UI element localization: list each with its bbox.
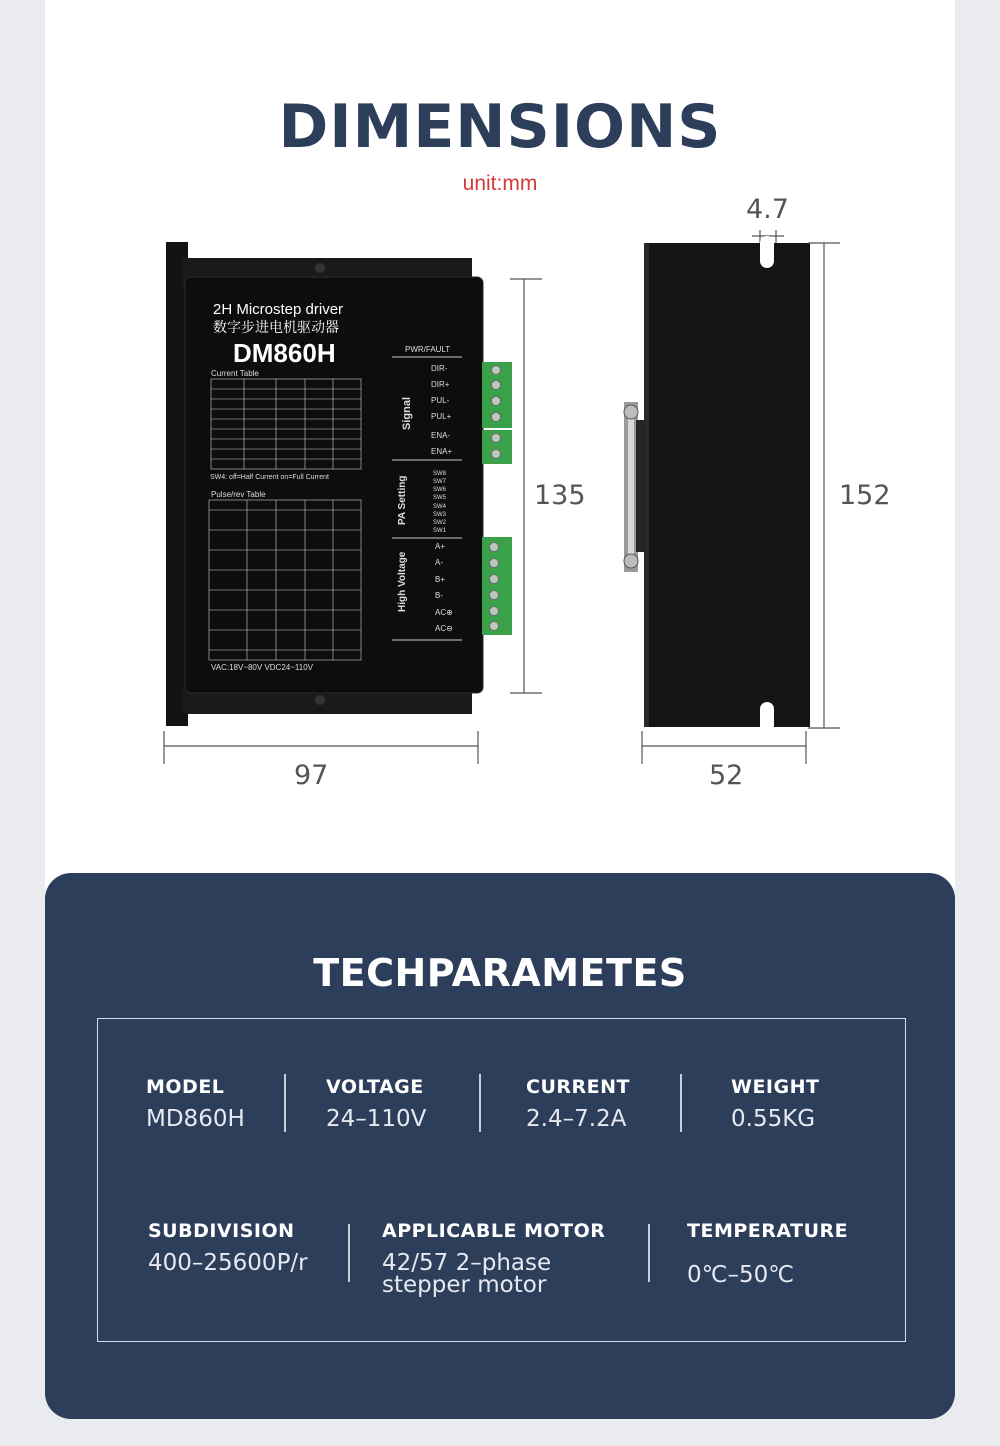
param-divider (284, 1074, 286, 1132)
svg-text:ENA+: ENA+ (431, 447, 453, 456)
param-motor-label: APPLICABLE MOTOR (382, 1220, 606, 1242)
unit-label: unit:mm (462, 172, 538, 195)
param-divider (680, 1074, 682, 1132)
pwr-fault-label: PWR/FAULT (405, 345, 451, 354)
param-model-value: MD860H (146, 1106, 245, 1132)
pa-setting-label: PA Setting (397, 475, 408, 525)
driver-chinese-name: 数字步进电机驱动器 (213, 319, 339, 335)
param-weight (731, 1076, 819, 1130)
param-divider (648, 1224, 650, 1282)
svg-text:ENA-: ENA- (431, 431, 451, 440)
side-width-label: 52 (709, 760, 744, 791)
high-voltage-label: High Voltage (397, 551, 408, 612)
param-current-value: 2.4–7.2A (526, 1106, 627, 1132)
current-table-title: Current Table (211, 369, 259, 378)
param-divider (348, 1224, 350, 1282)
tech-parameters-title: TECHPARAMETES (313, 951, 687, 995)
front-height-label: 135 (534, 480, 586, 511)
front-width-label: 97 (294, 760, 329, 791)
param-model-label: MODEL (146, 1076, 225, 1098)
param-current-label: CURRENT (526, 1076, 630, 1098)
param-motor-value-line2: stepper motor (382, 1272, 547, 1298)
param-subdivision-label: SUBDIVISION (148, 1220, 295, 1242)
sw4-note: SW4: off=Half Current on=Full Current (210, 474, 329, 481)
svg-text:A+: A+ (435, 542, 446, 551)
param-subdivision (148, 1220, 308, 1274)
svg-text:AC⊕: AC⊕ (435, 608, 453, 617)
svg-text:PUL+: PUL+ (431, 412, 452, 421)
svg-text:SW4: SW4 (433, 504, 447, 510)
voltage-note: VAC:18V~80V VDC24~110V (211, 663, 313, 672)
side-height-dimension-line (808, 243, 840, 728)
param-divider (479, 1074, 481, 1132)
svg-text:SW2: SW2 (433, 520, 447, 526)
param-motor-value-line1: 42/57 2–phase (382, 1250, 552, 1276)
param-voltage (326, 1076, 426, 1130)
driver-model-label: DM860H (233, 338, 336, 368)
svg-text:SW1: SW1 (433, 528, 447, 534)
driver-subtitle: 2H Microstep driver (213, 301, 344, 318)
driver-side-view (610, 225, 850, 770)
param-temperature (687, 1220, 848, 1286)
param-voltage-value: 24–110V (326, 1106, 427, 1132)
svg-text:SW3: SW3 (433, 512, 447, 518)
svg-text:SW8: SW8 (433, 471, 447, 477)
param-model (146, 1076, 245, 1130)
power-terminal-block (482, 537, 512, 635)
svg-text:SW5: SW5 (433, 495, 447, 501)
param-weight-label: WEIGHT (731, 1076, 820, 1098)
param-voltage-label: VOLTAGE (326, 1076, 424, 1098)
svg-text:SW7: SW7 (433, 479, 447, 485)
signal-label: Signal (401, 396, 413, 430)
svg-text:DIR+: DIR+ (431, 380, 450, 389)
param-current (526, 1076, 630, 1130)
svg-text:B-: B- (435, 591, 443, 600)
din-rail-clip (624, 402, 646, 572)
svg-text:SW6: SW6 (433, 487, 447, 493)
driver-front-view (160, 235, 560, 775)
param-temperature-label: TEMPERATURE (687, 1220, 849, 1242)
svg-text:DIR-: DIR- (431, 364, 448, 373)
svg-text:AC⊖: AC⊖ (435, 624, 453, 633)
svg-text:B+: B+ (435, 575, 446, 584)
param-subdivision-value: 400–25600P/r (148, 1250, 308, 1276)
svg-text:A-: A- (435, 558, 443, 567)
slot-width-label: 4.7 (746, 194, 789, 225)
param-temperature-value: 0℃–50℃ (687, 1262, 795, 1288)
pulse-table-title: Pulse/rev Table (211, 490, 266, 499)
svg-text:PUL-: PUL- (431, 396, 450, 405)
signal-terminal-block (482, 362, 512, 464)
side-height-label: 152 (839, 480, 891, 511)
dimensions-title: DIMENSIONS (278, 92, 722, 162)
param-weight-value: 0.55KG (731, 1106, 816, 1132)
param-motor (382, 1220, 605, 1296)
